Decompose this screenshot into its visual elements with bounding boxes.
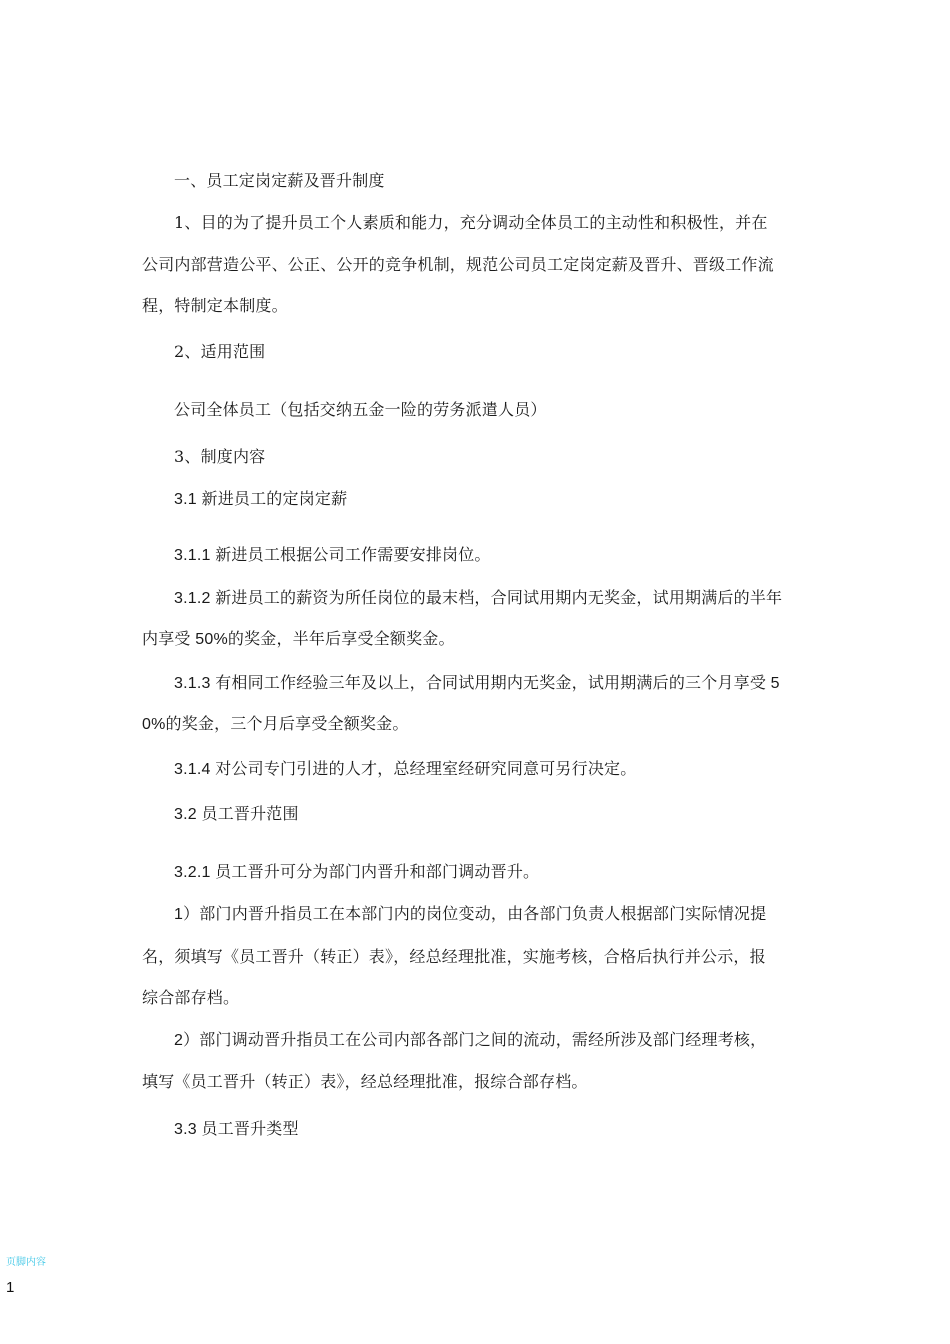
footer-label: 页脚内容 — [6, 1257, 46, 1268]
paragraph-line: 0%的奖金，三个月后享受全额奖金。 — [142, 716, 409, 733]
subsection-heading: 3.2 员工晋升范围 — [174, 806, 299, 823]
paragraph-line: 程，特制定本制度。 — [142, 296, 288, 315]
paragraph-line: 3.2.1 员工晋升可分为部门内晋升和部门调动晋升。 — [174, 864, 540, 881]
subsection-heading: 2、适用范围 — [174, 342, 266, 361]
paragraph-line: 3.1.1 新进员工根据公司工作需要安排岗位。 — [174, 547, 491, 564]
paragraph-line: 1、目的为了提升员工个人素质和能力，充分调动全体员工的主动性和积极性，并在 — [174, 213, 768, 232]
paragraph-line: 内享受 50%的奖金，半年后享受全额奖金。 — [142, 631, 455, 648]
paragraph-line: 公司内部营造公平、公正、公开的竞争机制，规范公司员工定岗定薪及晋升、晋级工作流 — [142, 255, 774, 274]
paragraph-line: 3.1.2 新进员工的薪资为所任岗位的最末档，合同试用期内无奖金，试用期满后的半年 — [174, 590, 783, 607]
paragraph-line: 综合部存档。 — [142, 988, 240, 1007]
subsection-heading: 3.1 新进员工的定岗定薪 — [174, 491, 348, 508]
paragraph-line: 3.1.3 有相同工作经验三年及以上，合同试用期内无奖金，试用期满后的三个月享受 5 — [174, 675, 780, 692]
paragraph-line: 3.1.4 对公司专门引进的人才，总经理室经研究同意可另行决定。 — [174, 761, 637, 778]
page-number: 1 — [6, 1279, 15, 1296]
paragraph-line: 2）部门调动晋升指员工在公司内部各部门之间的流动，需经所涉及部门经理考核， — [174, 1032, 767, 1049]
subsection-heading: 3、制度内容 — [174, 447, 266, 466]
paragraph-line: 公司全体员工（包括交纳五金一险的劳务派遣人员） — [174, 400, 547, 419]
paragraph-line: 填写《员工晋升（转正）表》，经总经理批准，报综合部存档。 — [142, 1072, 588, 1091]
section-heading: 一、员工定岗定薪及晋升制度 — [174, 171, 385, 190]
paragraph-line: 1）部门内晋升指员工在本部门内的岗位变动，由各部门负责人根据部门实际情况提 — [174, 906, 767, 923]
subsection-heading: 3.3 员工晋升类型 — [174, 1121, 299, 1138]
paragraph-line: 名，须填写《员工晋升（转正）表》，经总经理批准，实施考核，合格后执行并公示，报 — [142, 947, 766, 966]
